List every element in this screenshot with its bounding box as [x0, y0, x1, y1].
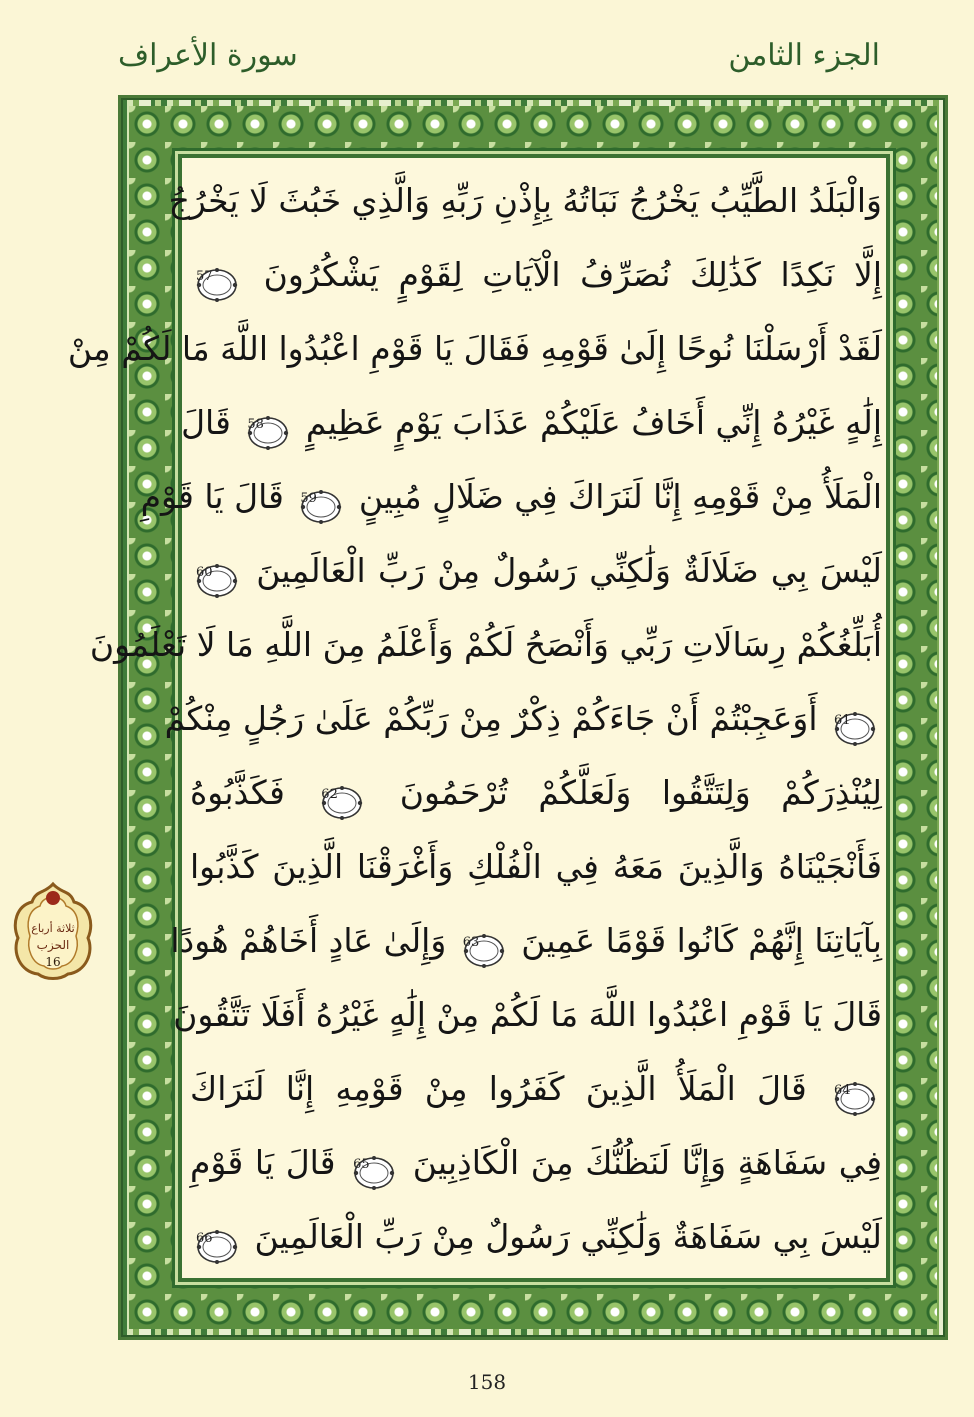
verse-text: فَأَنْجَيْنَاهُ وَالَّذِينَ مَعَهُ فِي الْفُلْكِ وَأَغْرَقْنَا الَّذِينَ كَذَّبُوا: [190, 847, 882, 886]
verse-text: قَالَ يَا قَوْمِ: [140, 477, 284, 516]
hizb-marker-fraction: ثلاثة أرباع: [31, 922, 75, 935]
verse-line: [140, 464, 882, 530]
verse-number-marker: [196, 555, 238, 591]
verse-number: 66: [196, 1230, 213, 1246]
verse-line: [190, 1204, 882, 1270]
verse-number: 60: [196, 564, 213, 580]
verse-text: قَالَ: [181, 403, 231, 442]
verse-number: 61: [834, 712, 851, 728]
verse-number-marker: [321, 777, 363, 813]
verse-number-marker: [196, 259, 238, 295]
verse-text: أَوَعَجِبْتُمْ أَنْ جَاءَكُمْ ذِكْرٌ مِنْ رَبِّكُمْ عَلَىٰ رَجُلٍ مِنْكُمْ: [164, 699, 818, 738]
verse-text: لَيْسَ بِي ضَلَالَةٌ وَلَٰكِنِّي رَسُولٌ مِنْ رَبِّ الْعَالَمِينَ: [256, 551, 882, 590]
verse-line: [190, 538, 882, 604]
verse-text: فِي سَفَاهَةٍ وَإِنَّا لَنَظُنُّكَ مِنَ الْكَاذِبِينَ: [412, 1143, 882, 1182]
verse-number: 62: [321, 786, 338, 802]
verse-number-marker: [247, 407, 289, 443]
verse-number-marker: [463, 925, 505, 961]
verse-line: [190, 242, 882, 308]
verse-text: قَالَ يَا قَوْمِ: [190, 1143, 336, 1182]
verse-number-marker: [834, 703, 876, 739]
verse-number-marker: [834, 1073, 876, 1109]
verse-text: أُبَلِّغُكُمْ رِسَالَاتِ رَبِّي وَأَنْصَحُ لَكُمْ وَأَعْلَمُ مِنَ اللَّهِ مَا لَا تَعْلَمُونَ: [89, 625, 882, 664]
verse-text: إِلَّا نَكِدًا كَذَٰلِكَ نُصَرِّفُ الْآيَاتِ لِقَوْمٍ يَشْكُرُونَ: [263, 255, 882, 294]
verse-text: بِآيَاتِنَا إِنَّهُمْ كَانُوا قَوْمًا عَمِينَ: [521, 921, 882, 960]
page-header: [110, 28, 880, 88]
verse-line: [190, 1130, 882, 1196]
verse-line: [190, 760, 882, 826]
hizb-marker-label: الحزب: [36, 938, 70, 952]
verse-text: الْمَلَأُ مِنْ قَوْمِهِ إِنَّا لَنَرَاكَ فِي ضَلَالٍ مُبِينٍ: [358, 477, 882, 516]
verse-text: قَالَ الْمَلَأُ الَّذِينَ كَفَرُوا مِنْ قَوْمِهِ إِنَّا لَنَرَاكَ: [190, 1069, 807, 1108]
hizb-marker-number: 16: [45, 955, 61, 969]
verse-number-marker: [196, 1221, 238, 1257]
verse-line: [170, 908, 882, 974]
page-number: 158: [467, 1370, 507, 1394]
verse-text: فَكَذَّبُوهُ: [190, 773, 285, 812]
verse-number: 58: [247, 416, 264, 432]
verse-line: [173, 982, 882, 1048]
quran-text: [67, 160, 882, 1278]
verse-text: لَيْسَ بِي سَفَاهَةٌ وَلَٰكِنِّي رَسُولٌ مِنْ رَبِّ الْعَالَمِينَ: [254, 1217, 882, 1256]
verse-number: 63: [462, 934, 480, 950]
verse-line: [89, 612, 882, 678]
verse-line: [181, 390, 882, 456]
verse-line: [190, 1056, 882, 1122]
verse-number-marker: [300, 481, 342, 517]
verse-number: 57: [196, 268, 213, 284]
verse-number: 59: [300, 490, 317, 506]
verse-text: لِيُنْذِرَكُمْ وَلِتَتَّقُوا وَلَعَلَّكُمْ تُرْحَمُونَ: [399, 773, 882, 812]
hizb-marker: [10, 880, 96, 980]
verse-line: [164, 686, 882, 752]
verse-text: إِلَٰهٍ غَيْرُهُ إِنِّي أَخَافُ عَلَيْكُمْ عَذَابَ يَوْمٍ عَظِيمٍ: [305, 403, 882, 442]
verse-number: 65: [353, 1156, 370, 1172]
verse-line: [190, 834, 882, 900]
juz-name: الجزء الثامن: [728, 38, 880, 73]
verse-text: وَالْبَلَدُ الطَّيِّبُ يَخْرُجُ نَبَاتُهُ بِإِذْنِ رَبِّهِ وَالَّذِي خَبُثَ لَا يَخْرُجُ: [168, 181, 882, 220]
surah-name: سورة الأعراف: [118, 38, 298, 73]
verse-text: قَالَ يَا قَوْمِ اعْبُدُوا اللَّهَ مَا لَكُمْ مِنْ إِلَٰهٍ غَيْرُهُ أَفَلَا تَتَّقُونَ: [173, 995, 882, 1034]
verse-line: [67, 316, 882, 382]
verse-number-marker: [353, 1147, 395, 1183]
verse-text: لَقَدْ أَرْسَلْنَا نُوحًا إِلَىٰ قَوْمِهِ فَقَالَ يَا قَوْمِ اعْبُدُوا اللَّهَ مَا لَكُمْ مِنْ: [67, 329, 882, 368]
verse-line: [168, 168, 882, 234]
verse-number: 64: [834, 1082, 851, 1098]
verse-text: وَإِلَىٰ عَادٍ أَخَاهُمْ هُودًا: [170, 921, 447, 960]
